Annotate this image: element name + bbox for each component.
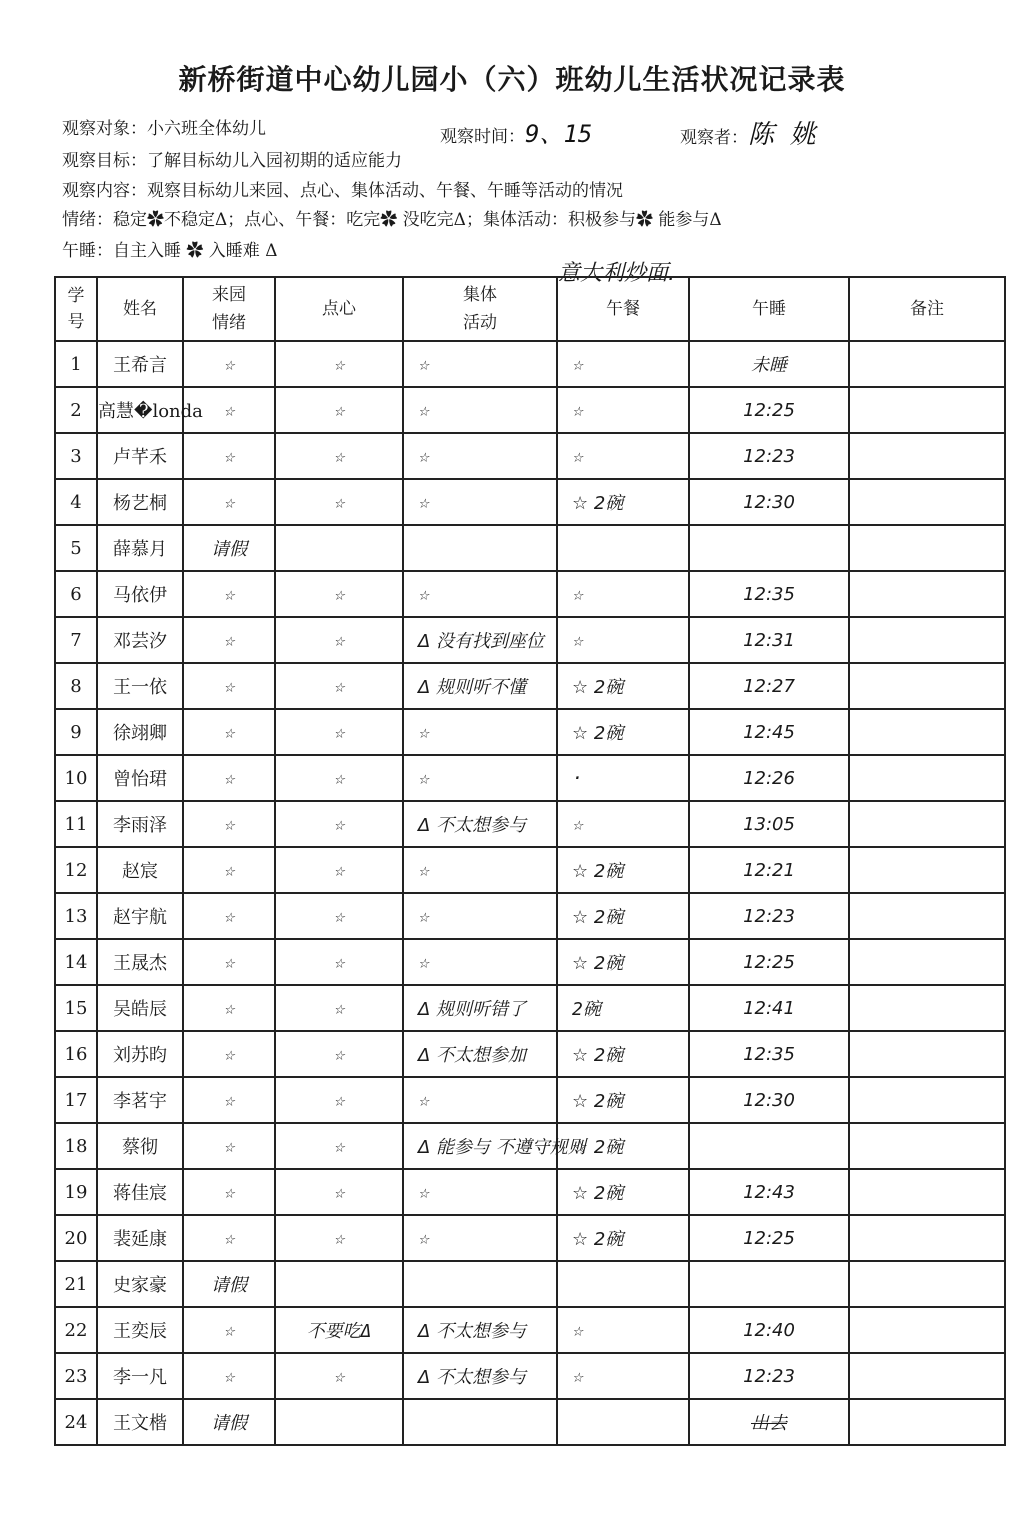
cell-group: ☆ xyxy=(403,387,557,433)
cell-remarks xyxy=(849,1261,1005,1307)
cell-nap: 12:23 xyxy=(689,433,849,479)
cell-id: 13 xyxy=(55,893,97,939)
content-value: 观察目标幼儿来园、点心、集体活动、午餐、午睡等活动的情况 xyxy=(147,181,623,201)
cell-arrival: ☆ xyxy=(183,571,275,617)
cell-snack: ☆ xyxy=(275,663,403,709)
cell-group: Δ 能参与 不遵守规则 xyxy=(403,1123,557,1169)
cell-id: 1 xyxy=(55,341,97,387)
cell-id: 23 xyxy=(55,1353,97,1399)
cell-lunch: ☆ 2碗 xyxy=(557,1215,689,1261)
cell-group: Δ 不太想参加 xyxy=(403,1031,557,1077)
cell-lunch: ☆ 2碗 xyxy=(557,939,689,985)
cell-id: 20 xyxy=(55,1215,97,1261)
cell-nap: 12:35 xyxy=(689,1031,849,1077)
table-row xyxy=(55,1031,1005,1077)
cell-group: Δ 不太想参与 xyxy=(403,1307,557,1353)
cell-remarks xyxy=(849,433,1005,479)
cell-snack: ☆ xyxy=(275,571,403,617)
cell-id: 12 xyxy=(55,847,97,893)
table-row xyxy=(55,433,1005,479)
cell-arrival: 请假 xyxy=(183,1399,275,1445)
cell-remarks xyxy=(849,1399,1005,1445)
cell-remarks xyxy=(849,939,1005,985)
cell-snack xyxy=(275,525,403,571)
cell-id: 17 xyxy=(55,1077,97,1123)
cell-lunch: ☆ 2碗 xyxy=(557,479,689,525)
table-row xyxy=(55,341,1005,387)
table-row xyxy=(55,1353,1005,1399)
cell-snack: ☆ xyxy=(275,1215,403,1261)
cell-nap: 12:25 xyxy=(689,387,849,433)
cell-name: 史家豪 xyxy=(97,1261,183,1307)
cell-group: ☆ xyxy=(403,1077,557,1123)
object-label: 观察对象： xyxy=(62,119,147,139)
goal-label: 观察目标： xyxy=(62,151,147,171)
cell-group: ☆ xyxy=(403,479,557,525)
time-label: 观察时间： xyxy=(440,127,525,147)
cell-id: 6 xyxy=(55,571,97,617)
observer-label: 观察者： xyxy=(680,128,748,148)
cell-nap: 12:43 xyxy=(689,1169,849,1215)
header-arrival: 来园情绪 xyxy=(183,277,275,341)
cell-snack: ☆ xyxy=(275,433,403,479)
cell-lunch xyxy=(557,1399,689,1445)
cell-remarks xyxy=(849,893,1005,939)
header-snack: 点心 xyxy=(275,277,403,341)
cell-group: Δ 没有找到座位 xyxy=(403,617,557,663)
cell-remarks xyxy=(849,755,1005,801)
cell-id: 5 xyxy=(55,525,97,571)
cell-remarks xyxy=(849,663,1005,709)
table-row xyxy=(55,617,1005,663)
header-name: 姓名 xyxy=(97,277,183,341)
observation-object xyxy=(62,114,266,139)
cell-nap: 12:21 xyxy=(689,847,849,893)
cell-snack: ☆ xyxy=(275,341,403,387)
cell-nap xyxy=(689,525,849,571)
cell-nap: 12:40 xyxy=(689,1307,849,1353)
table-row xyxy=(55,525,1005,571)
cell-remarks xyxy=(849,341,1005,387)
table-row xyxy=(55,847,1005,893)
cell-nap: 12:35 xyxy=(689,571,849,617)
record-table xyxy=(54,276,1006,1446)
cell-nap xyxy=(689,1261,849,1307)
header-nap: 午睡 xyxy=(689,277,849,341)
cell-arrival: ☆ xyxy=(183,847,275,893)
cell-lunch xyxy=(557,525,689,571)
cell-group: ☆ xyxy=(403,433,557,479)
cell-remarks xyxy=(849,1353,1005,1399)
cell-group xyxy=(403,1261,557,1307)
cell-snack: ☆ xyxy=(275,1031,403,1077)
cell-lunch: ☆ 2碗 xyxy=(557,1123,689,1169)
table-row xyxy=(55,663,1005,709)
lunch-menu-note: 意大利炒面. xyxy=(558,261,675,286)
cell-name: 李雨泽 xyxy=(97,801,183,847)
cell-lunch: ☆ xyxy=(557,387,689,433)
cell-nap: 13:05 xyxy=(689,801,849,847)
cell-name: 王奕辰 xyxy=(97,1307,183,1353)
cell-group: Δ 不太想参与 xyxy=(403,1353,557,1399)
cell-nap: 出去 xyxy=(689,1399,849,1445)
observation-time xyxy=(440,114,592,149)
cell-arrival: ☆ xyxy=(183,1077,275,1123)
cell-group: ☆ xyxy=(403,341,557,387)
cell-arrival: ☆ xyxy=(183,1215,275,1261)
cell-arrival: ☆ xyxy=(183,479,275,525)
table-row xyxy=(55,985,1005,1031)
cell-remarks xyxy=(849,847,1005,893)
cell-nap: 12:41 xyxy=(689,985,849,1031)
cell-nap: 12:23 xyxy=(689,1353,849,1399)
cell-arrival: ☆ xyxy=(183,617,275,663)
cell-name: 李一凡 xyxy=(97,1353,183,1399)
cell-remarks xyxy=(849,1077,1005,1123)
cell-group: ☆ xyxy=(403,755,557,801)
object-value: 小六班全体幼儿 xyxy=(147,119,266,139)
header-lunch: 午餐 xyxy=(557,277,689,341)
cell-snack: ☆ xyxy=(275,847,403,893)
cell-snack: ☆ xyxy=(275,1077,403,1123)
record-rows xyxy=(55,341,1005,1445)
cell-arrival: 请假 xyxy=(183,525,275,571)
cell-nap: 12:30 xyxy=(689,1077,849,1123)
cell-id: 7 xyxy=(55,617,97,663)
cell-group: ☆ xyxy=(403,847,557,893)
legend-line-1: 情绪：稳定✿不稳定Δ；点心、午餐：吃完✿ 没吃完Δ；集体活动：积极参与✿ 能参与Δ xyxy=(62,210,722,230)
cell-id: 3 xyxy=(55,433,97,479)
cell-nap: 12:25 xyxy=(689,1215,849,1261)
legend-line-2: 午睡：自主入睡 ✿ 入睡难 Δ xyxy=(62,241,278,261)
cell-lunch: ☆ 2碗 xyxy=(557,1169,689,1215)
cell-arrival: ☆ xyxy=(183,663,275,709)
cell-lunch: ☆ 2碗 xyxy=(557,893,689,939)
cell-id: 16 xyxy=(55,1031,97,1077)
cell-lunch: ☆ xyxy=(557,341,689,387)
cell-group xyxy=(403,1399,557,1445)
cell-snack: ☆ xyxy=(275,939,403,985)
cell-arrival: 请假 xyxy=(183,1261,275,1307)
cell-id: 9 xyxy=(55,709,97,755)
cell-arrival: ☆ xyxy=(183,1031,275,1077)
cell-nap: 12:30 xyxy=(689,479,849,525)
header-row xyxy=(55,277,1005,341)
cell-arrival: ☆ xyxy=(183,387,275,433)
cell-name: 王晟杰 xyxy=(97,939,183,985)
cell-id: 11 xyxy=(55,801,97,847)
cell-name: 高慧�londa xyxy=(97,387,183,433)
cell-id: 14 xyxy=(55,939,97,985)
table-row xyxy=(55,479,1005,525)
cell-snack: ☆ xyxy=(275,387,403,433)
time-value: 9、15 xyxy=(525,120,593,148)
cell-name: 刘苏昀 xyxy=(97,1031,183,1077)
cell-arrival: ☆ xyxy=(183,1123,275,1169)
table-row xyxy=(55,801,1005,847)
cell-remarks xyxy=(849,571,1005,617)
cell-remarks xyxy=(849,1123,1005,1169)
cell-group: ☆ xyxy=(403,939,557,985)
cell-lunch: ☆ xyxy=(557,571,689,617)
table-row xyxy=(55,1399,1005,1445)
cell-remarks xyxy=(849,1169,1005,1215)
cell-arrival: ☆ xyxy=(183,1307,275,1353)
cell-nap: 12:31 xyxy=(689,617,849,663)
cell-arrival: ☆ xyxy=(183,893,275,939)
cell-group: Δ 不太想参与 xyxy=(403,801,557,847)
cell-name: 蒋佳宸 xyxy=(97,1169,183,1215)
cell-group: ☆ xyxy=(403,709,557,755)
cell-arrival: ☆ xyxy=(183,755,275,801)
cell-id: 24 xyxy=(55,1399,97,1445)
cell-snack: ☆ xyxy=(275,1169,403,1215)
cell-lunch: ☆ xyxy=(557,801,689,847)
cell-snack xyxy=(275,1261,403,1307)
cell-group: Δ 规则听错了 xyxy=(403,985,557,1031)
observation-goal xyxy=(62,146,402,171)
cell-lunch: ☆ 2碗 xyxy=(557,663,689,709)
table-row xyxy=(55,387,1005,433)
cell-id: 4 xyxy=(55,479,97,525)
cell-lunch: ☆ 2碗 xyxy=(557,847,689,893)
cell-lunch: ☆ xyxy=(557,1353,689,1399)
cell-group: ☆ xyxy=(403,1169,557,1215)
cell-snack: ☆ xyxy=(275,1353,403,1399)
observation-content xyxy=(62,176,623,201)
cell-nap: 12:26 xyxy=(689,755,849,801)
cell-id: 18 xyxy=(55,1123,97,1169)
table-row xyxy=(55,709,1005,755)
cell-arrival: ☆ xyxy=(183,1169,275,1215)
cell-id: 8 xyxy=(55,663,97,709)
cell-id: 21 xyxy=(55,1261,97,1307)
cell-snack: ☆ xyxy=(275,985,403,1031)
cell-snack: ☆ xyxy=(275,1123,403,1169)
cell-name: 吴皓辰 xyxy=(97,985,183,1031)
cell-lunch: 2碗 xyxy=(557,985,689,1031)
cell-snack: ☆ xyxy=(275,801,403,847)
cell-lunch xyxy=(557,1261,689,1307)
cell-id: 15 xyxy=(55,985,97,1031)
cell-snack: 不要吃Δ xyxy=(275,1307,403,1353)
cell-remarks xyxy=(849,617,1005,663)
table-row xyxy=(55,1307,1005,1353)
cell-name: 杨艺桐 xyxy=(97,479,183,525)
cell-lunch: ☆ 2碗 xyxy=(557,709,689,755)
cell-name: 马依伊 xyxy=(97,571,183,617)
cell-group: Δ 规则听不懂 xyxy=(403,663,557,709)
cell-remarks xyxy=(849,387,1005,433)
cell-remarks xyxy=(849,1215,1005,1261)
cell-remarks xyxy=(849,709,1005,755)
table-row xyxy=(55,939,1005,985)
cell-name: 曾怡珺 xyxy=(97,755,183,801)
cell-lunch: ☆ 2碗 xyxy=(557,1031,689,1077)
cell-name: 徐翊卿 xyxy=(97,709,183,755)
cell-arrival: ☆ xyxy=(183,985,275,1031)
cell-id: 22 xyxy=(55,1307,97,1353)
observer xyxy=(680,114,816,151)
header-remarks: 备注 xyxy=(849,277,1005,341)
cell-snack: ☆ xyxy=(275,617,403,663)
cell-snack: ☆ xyxy=(275,709,403,755)
cell-name: 王希言 xyxy=(97,341,183,387)
cell-remarks xyxy=(849,1307,1005,1353)
cell-nap: 12:27 xyxy=(689,663,849,709)
cell-lunch: ☆ xyxy=(557,617,689,663)
cell-name: 蔡彻 xyxy=(97,1123,183,1169)
cell-name: 邓芸汐 xyxy=(97,617,183,663)
table-row xyxy=(55,1215,1005,1261)
cell-group xyxy=(403,525,557,571)
cell-lunch: ☆ xyxy=(557,1307,689,1353)
cell-nap: 12:45 xyxy=(689,709,849,755)
cell-lunch: ☆ 2碗 xyxy=(557,1077,689,1123)
table-row xyxy=(55,755,1005,801)
content-label: 观察内容： xyxy=(62,181,147,201)
table-row xyxy=(55,571,1005,617)
table-row xyxy=(55,1169,1005,1215)
cell-remarks xyxy=(849,525,1005,571)
cell-arrival: ☆ xyxy=(183,1353,275,1399)
header-id: 学号 xyxy=(55,277,97,341)
cell-lunch: · xyxy=(557,755,689,801)
cell-name: 薛慕月 xyxy=(97,525,183,571)
cell-remarks xyxy=(849,1031,1005,1077)
cell-group: ☆ xyxy=(403,1215,557,1261)
table-row xyxy=(55,893,1005,939)
cell-remarks xyxy=(849,801,1005,847)
cell-remarks xyxy=(849,985,1005,1031)
cell-snack xyxy=(275,1399,403,1445)
cell-id: 2 xyxy=(55,387,97,433)
cell-nap: 12:25 xyxy=(689,939,849,985)
cell-remarks xyxy=(849,479,1005,525)
header-group: 集体活动 xyxy=(403,277,557,341)
cell-nap xyxy=(689,1123,849,1169)
cell-group: ☆ xyxy=(403,571,557,617)
cell-name: 王一依 xyxy=(97,663,183,709)
cell-nap: 12:23 xyxy=(689,893,849,939)
cell-arrival: ☆ xyxy=(183,433,275,479)
cell-nap: 未睡 xyxy=(689,341,849,387)
cell-name: 赵宇航 xyxy=(97,893,183,939)
observer-value: 陈 姚 xyxy=(748,120,816,150)
table-row xyxy=(55,1123,1005,1169)
cell-name: 赵宸 xyxy=(97,847,183,893)
cell-group: ☆ xyxy=(403,893,557,939)
cell-snack: ☆ xyxy=(275,755,403,801)
cell-arrival: ☆ xyxy=(183,341,275,387)
cell-name: 卢芊禾 xyxy=(97,433,183,479)
table-row xyxy=(55,1077,1005,1123)
cell-arrival: ☆ xyxy=(183,939,275,985)
cell-snack: ☆ xyxy=(275,893,403,939)
cell-lunch: ☆ xyxy=(557,433,689,479)
cell-name: 裴延康 xyxy=(97,1215,183,1261)
cell-id: 19 xyxy=(55,1169,97,1215)
cell-id: 10 xyxy=(55,755,97,801)
cell-arrival: ☆ xyxy=(183,709,275,755)
page-title: 新桥街道中心幼儿园小（六）班幼儿生活状况记录表 xyxy=(178,63,846,96)
table-row xyxy=(55,1261,1005,1307)
cell-name: 李茗宇 xyxy=(97,1077,183,1123)
cell-arrival: ☆ xyxy=(183,801,275,847)
goal-value: 了解目标幼儿入园初期的适应能力 xyxy=(147,151,402,171)
cell-name: 王文楷 xyxy=(97,1399,183,1445)
cell-snack: ☆ xyxy=(275,479,403,525)
